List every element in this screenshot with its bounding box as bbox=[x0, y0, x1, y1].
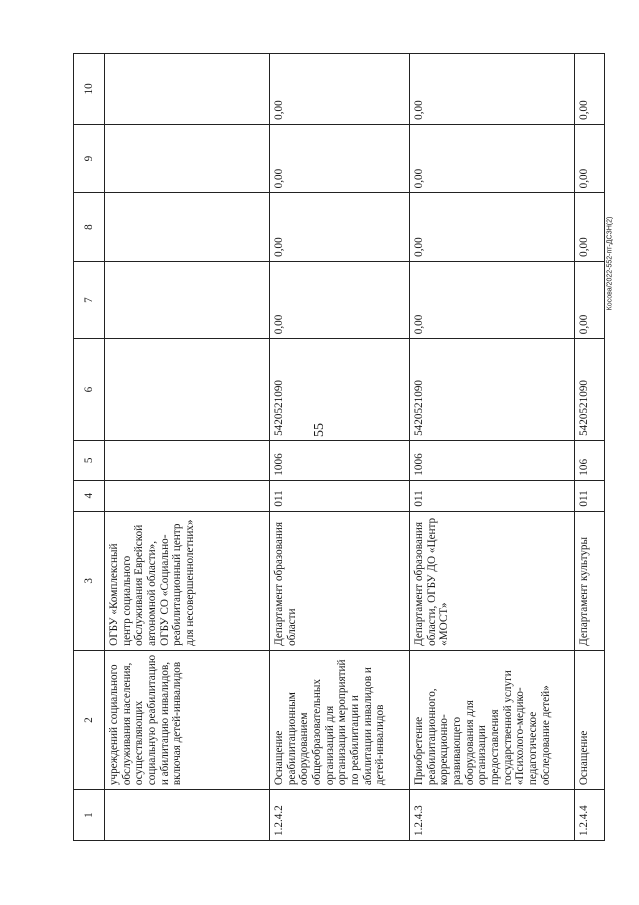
amount-cell: 0,00 bbox=[410, 124, 575, 193]
target-article: 5420521090 bbox=[575, 339, 605, 441]
grbs-code: 011 bbox=[575, 480, 605, 511]
header-cell: 2 bbox=[74, 650, 105, 789]
table-row bbox=[410, 54, 575, 841]
responsible-executor: ОГБУ «Комплексный центр социального обслуживания Еврейской автономной области», ОГБУ СО «Социально-реабилитационный центр для несовершеннолетних» bbox=[105, 511, 270, 650]
amount-cell: 0,00 bbox=[270, 193, 410, 262]
header-cell: 4 bbox=[74, 480, 105, 511]
row-number: 1.2.4.2 bbox=[270, 790, 410, 841]
header-cell: 3 bbox=[74, 511, 105, 650]
table-container bbox=[73, 53, 605, 841]
budget-table bbox=[73, 53, 605, 841]
page-number: 55 bbox=[312, 423, 327, 437]
amount-cell: 0,00 bbox=[575, 124, 605, 193]
section-code bbox=[105, 440, 270, 480]
amount-cell bbox=[105, 193, 270, 262]
amount-cell: 0,00 bbox=[575, 261, 605, 338]
amount-cell: 0,00 bbox=[270, 261, 410, 338]
header-cell: 9 bbox=[74, 124, 105, 193]
row-number: 1.2.4.3 bbox=[410, 790, 575, 841]
table-row bbox=[575, 54, 605, 841]
header-row bbox=[74, 54, 105, 841]
row-number: 1.2.4.4 bbox=[575, 790, 605, 841]
responsible-executor: Департамент образования области, ОГБУ ДО «Центр «МОСТ» bbox=[410, 511, 575, 650]
header-cell: 8 bbox=[74, 193, 105, 262]
target-article: 5420521090 bbox=[410, 339, 575, 441]
responsible-executor: Департамент культуры bbox=[575, 511, 605, 650]
rotated-table bbox=[73, 53, 605, 841]
measure-name: Оснащение bbox=[575, 650, 605, 789]
grbs-code: 011 bbox=[410, 480, 575, 511]
amount-cell: 0,00 bbox=[410, 261, 575, 338]
amount-cell bbox=[105, 261, 270, 338]
grbs-code: 011 bbox=[270, 480, 410, 511]
amount-cell bbox=[105, 54, 270, 125]
header-cell: 5 bbox=[74, 440, 105, 480]
target-article: 5420521090 bbox=[270, 339, 410, 441]
header-cell: 6 bbox=[74, 339, 105, 441]
grbs-code bbox=[105, 480, 270, 511]
header-cell: 1 bbox=[74, 790, 105, 841]
amount-cell bbox=[105, 124, 270, 193]
amount-cell: 0,00 bbox=[410, 193, 575, 262]
header-cell: 10 bbox=[74, 54, 105, 125]
amount-cell: 0,00 bbox=[575, 54, 605, 125]
measure-name: учреждений социального обслуживания населения, осуществляющих социальную реабилитацию и абилитацию инвалидов, включая детей-инвалидов bbox=[105, 650, 270, 789]
section-code: 1006 bbox=[410, 440, 575, 480]
header-cell: 7 bbox=[74, 261, 105, 338]
row-number bbox=[105, 790, 270, 841]
target-article bbox=[105, 339, 270, 441]
amount-cell: 0,00 bbox=[270, 124, 410, 193]
section-code: 106 bbox=[575, 440, 605, 480]
amount-cell: 0,00 bbox=[575, 193, 605, 262]
amount-cell: 0,00 bbox=[270, 54, 410, 125]
table-row bbox=[105, 54, 270, 841]
section-code: 1006 bbox=[270, 440, 410, 480]
table-row bbox=[270, 54, 410, 841]
measure-name: Приобретение реабилитационного, коррекционно-развивающего оборудования для организации предоставления государственной услуги «Психолого-медико-педагогическое обследование детей» bbox=[410, 650, 575, 789]
measure-name: Оснащение реабилитационным оборудованием общеобразовательных организаций для организации мероприятий по реабилитации и абилитации инвалидов и детей-инвалидов bbox=[270, 650, 410, 789]
responsible-executor: Департамент образования области bbox=[270, 511, 410, 650]
document-footer-code: Косова/2022-552-пт-ДСЗН(2) bbox=[606, 216, 614, 311]
amount-cell: 0,00 bbox=[410, 54, 575, 125]
